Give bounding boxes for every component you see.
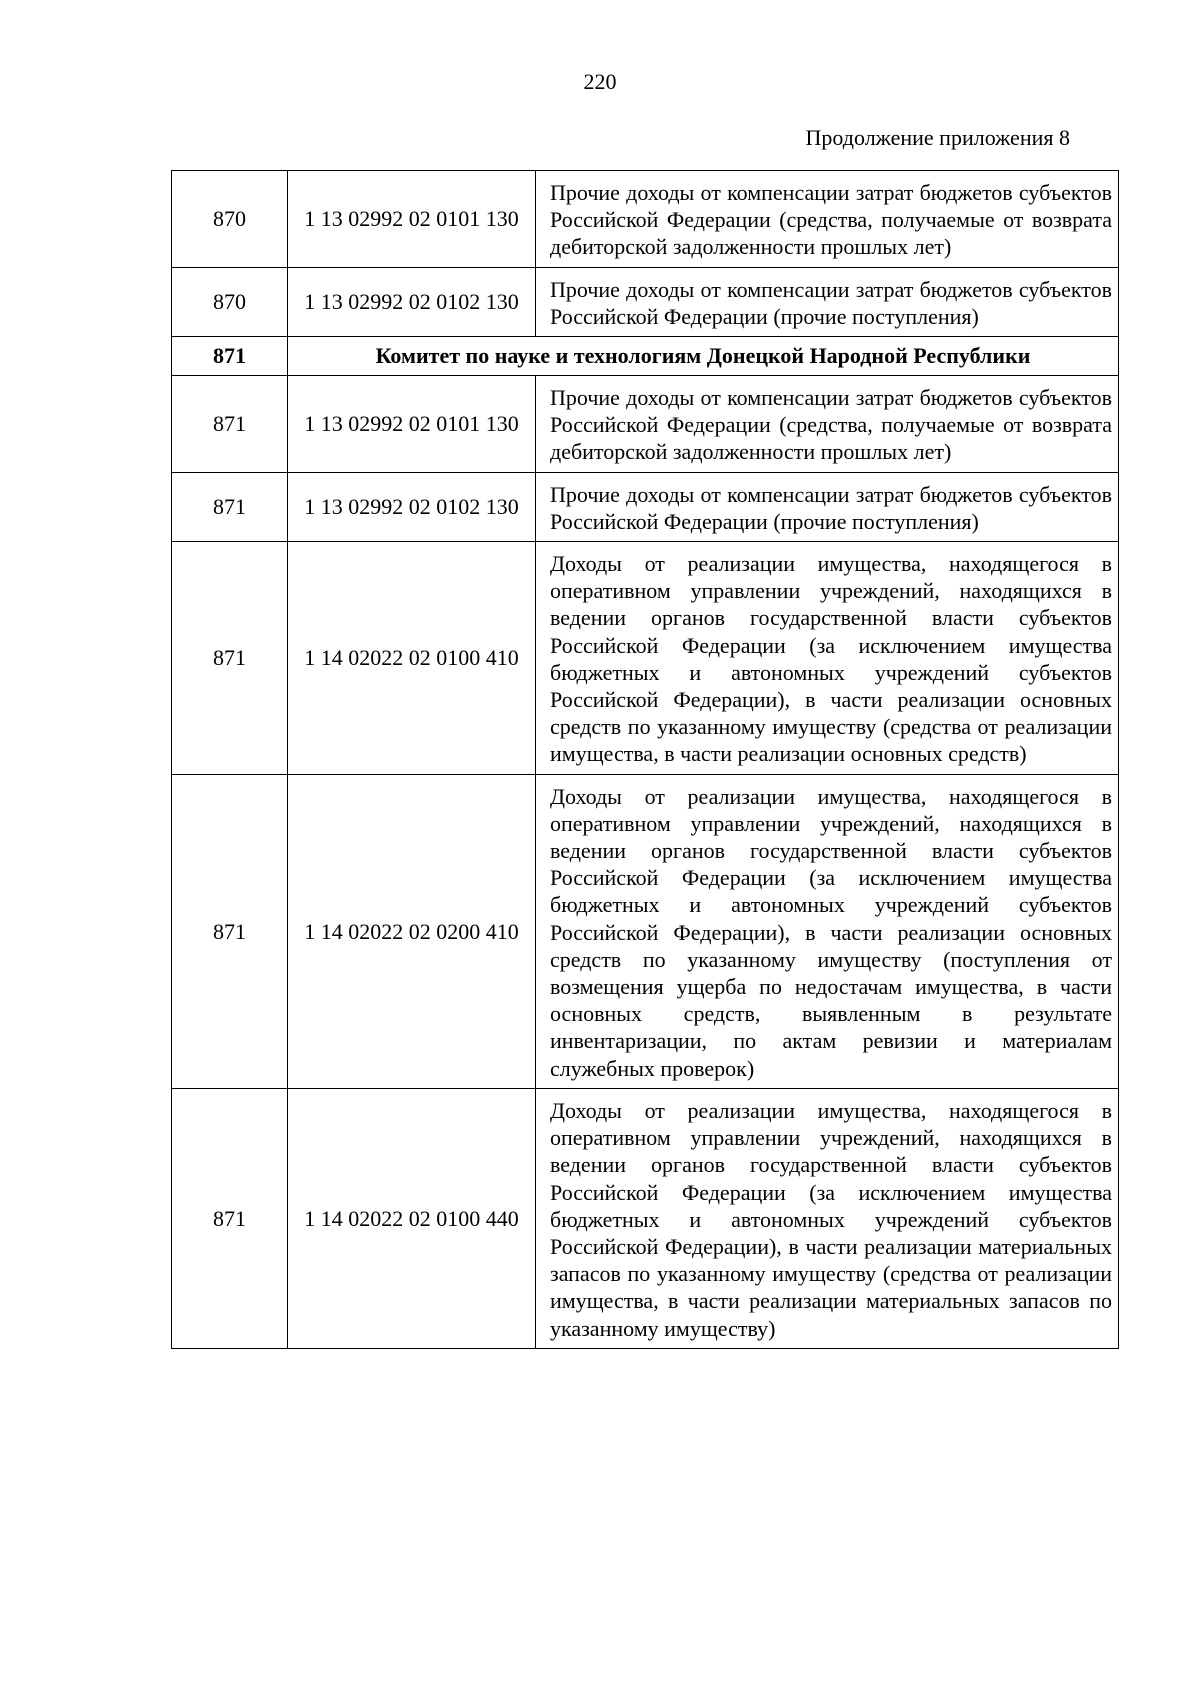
table-row — [172, 376, 1119, 473]
admin-code-cell: 871 — [172, 542, 288, 775]
revenue-code-cell: 1 14 02022 02 0100 410 — [288, 542, 536, 775]
revenue-code-cell: 1 14 02022 02 0100 440 — [288, 1088, 536, 1348]
revenue-description-cell: Доходы от реализации имущества, находящегося в оперативном управлении учреждений, находящихся в ведении органов государственной власти субъектов Российской Федерации (за исключением имущества бюджетных и автономных учреждений субъектов Российской Федерации), в части реализации основных средств по указанному имуществу (средства от реализации имущества, в части реализации основных средств) — [536, 542, 1119, 775]
revenue-description-cell: Доходы от реализации имущества, находящегося в оперативном управлении учреждений, находящихся в ведении органов государственной власти субъектов Российской Федерации (за исключением имущества бюджетных и автономных учреждений субъектов Российской Федерации), в части реализации материальных запасов по указанному имуществу (средства от реализации имущества, в части реализации материальных запасов по указанному имуществу) — [536, 1088, 1119, 1348]
section-header-row — [172, 337, 1119, 376]
table-row — [172, 1088, 1119, 1348]
section-title: Комитет по науке и технологиям Донецкой Народной Республики — [288, 337, 1119, 376]
revenue-description-cell: Прочие доходы от компенсации затрат бюджетов субъектов Российской Федерации (прочие поступления) — [536, 267, 1119, 336]
admin-code-cell: 871 — [172, 376, 288, 473]
revenue-code-cell: 1 13 02992 02 0101 130 — [288, 376, 536, 473]
table-row — [172, 774, 1119, 1088]
revenue-code-cell: 1 13 02992 02 0101 130 — [288, 171, 536, 268]
appendix-continuation-label: Продолжение приложения 8 — [805, 125, 1070, 150]
section-admin-code: 871 — [172, 337, 288, 376]
table-row — [172, 171, 1119, 268]
revenue-code-cell: 1 13 02992 02 0102 130 — [288, 267, 536, 336]
revenue-description-cell: Доходы от реализации имущества, находящегося в оперативном управлении учреждений, находящихся в ведении органов государственной власти субъектов Российской Федерации (за исключением имущества бюджетных и автономных учреждений субъектов Российской Федерации), в части реализации основных средств по указанному имуществу (поступления от возмещения ущерба по недостачам имущества, в части основных средств, выявленным в результате инвентаризации, по актам ревизии и материалам служебных проверок) — [536, 774, 1119, 1088]
admin-code-cell: 870 — [172, 267, 288, 336]
table-row — [172, 267, 1119, 336]
revenue-codes-table — [171, 170, 1119, 1349]
revenue-description-cell: Прочие доходы от компенсации затрат бюджетов субъектов Российской Федерации (средства, получаемые от возврата дебиторской задолженности прошлых лет) — [536, 171, 1119, 268]
page-number: 220 — [583, 69, 617, 94]
revenue-code-cell: 1 13 02992 02 0102 130 — [288, 472, 536, 541]
admin-code-cell: 871 — [172, 774, 288, 1088]
revenue-description-cell: Прочие доходы от компенсации затрат бюджетов субъектов Российской Федерации (средства, получаемые от возврата дебиторской задолженности прошлых лет) — [536, 376, 1119, 473]
table-row — [172, 472, 1119, 541]
admin-code-cell: 871 — [172, 472, 288, 541]
admin-code-cell: 870 — [172, 171, 288, 268]
revenue-description-cell: Прочие доходы от компенсации затрат бюджетов субъектов Российской Федерации (прочие поступления) — [536, 472, 1119, 541]
table-row — [172, 542, 1119, 775]
revenue-code-cell: 1 14 02022 02 0200 410 — [288, 774, 536, 1088]
admin-code-cell: 871 — [172, 1088, 288, 1348]
